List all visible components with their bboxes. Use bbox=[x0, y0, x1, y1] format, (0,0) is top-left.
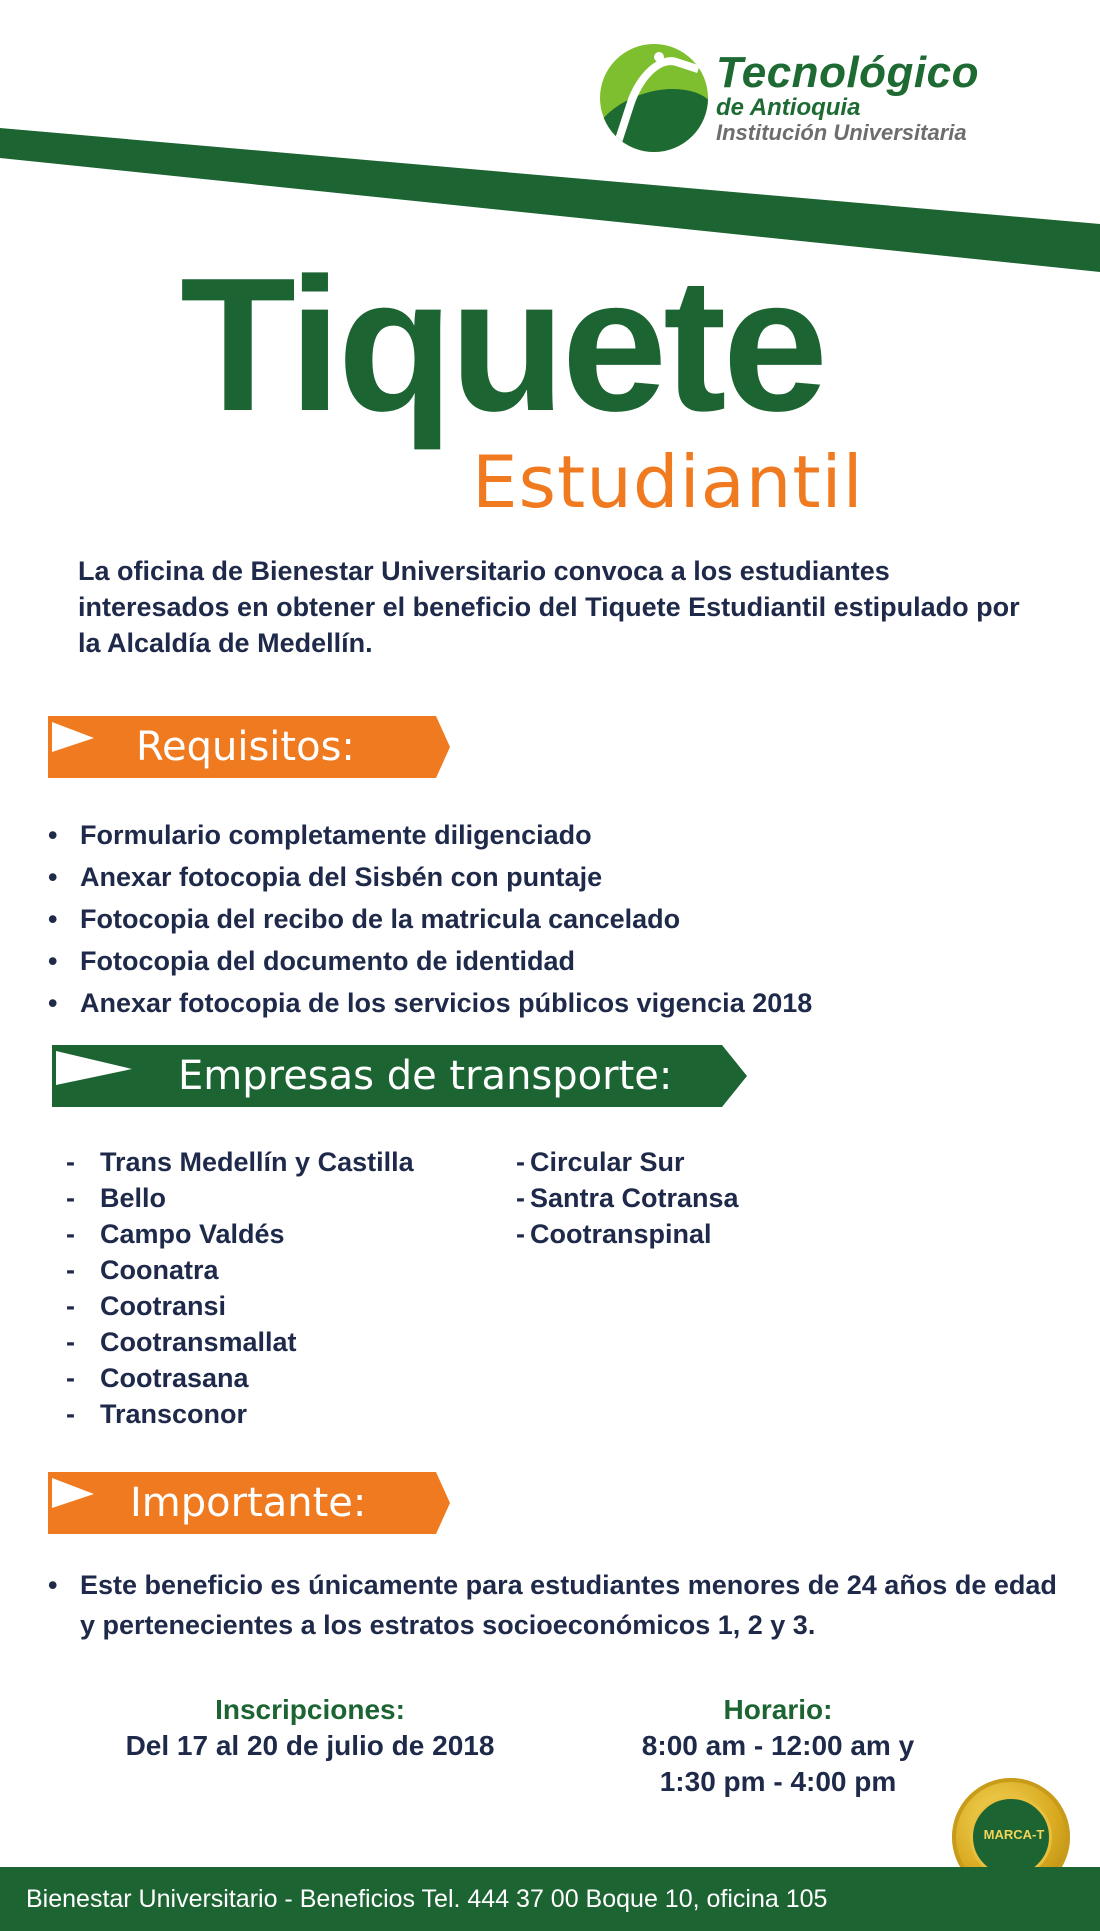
bullet-icon: • bbox=[48, 1570, 58, 1600]
requisitos-list bbox=[48, 814, 1048, 1024]
page-title: Tiquete bbox=[180, 239, 825, 451]
bullet-icon: • bbox=[48, 946, 58, 976]
list-item: • Formulario completamente diligenciado bbox=[48, 814, 1048, 856]
importante-list bbox=[48, 1565, 1068, 1645]
inscripciones-dates: Del 17 al 20 de julio de 2018 bbox=[125, 1730, 495, 1761]
list-item: - Campo Valdés bbox=[66, 1219, 285, 1249]
footer-bar bbox=[0, 1867, 1100, 1931]
list-item: - Cootransmallat bbox=[66, 1327, 297, 1357]
list-item: - Bello bbox=[66, 1183, 167, 1213]
list-item: - Cootranspinal bbox=[516, 1219, 712, 1249]
list-item: - Coonatra bbox=[66, 1255, 219, 1285]
institution-logo bbox=[600, 44, 1060, 154]
horario-line-1: 8:00 am - 12:00 am y bbox=[641, 1730, 915, 1761]
list-item: • Fotocopia del recibo de la matricula cancelado bbox=[48, 898, 1048, 940]
list-item: • Fotocopia del documento de identidad bbox=[48, 940, 1048, 982]
inscripciones-heading: Inscripciones: bbox=[215, 1694, 405, 1725]
inscripciones-block bbox=[80, 1692, 540, 1764]
bullet-icon: • bbox=[48, 862, 58, 892]
list-item: - Circular Sur bbox=[516, 1147, 685, 1177]
page-subtitle: Estudiantil bbox=[472, 440, 864, 524]
list-item: • Anexar fotocopia de los servicios públicos vigencia 2018 bbox=[48, 982, 1048, 1024]
transporte-list-right bbox=[516, 1144, 739, 1252]
logo-emblem-icon bbox=[600, 44, 708, 152]
horario-block bbox=[578, 1692, 978, 1800]
bullet-icon: • bbox=[48, 988, 58, 1018]
list-item: - Trans Medellín y Castilla bbox=[66, 1147, 414, 1177]
logo-name: Tecnológico bbox=[716, 48, 979, 97]
intro-paragraph: La oficina de Bienestar Universitario convoca a los estudiantes interesados en obtener el beneficio del Tiquete Estudiantil estipulado por la Alcaldía de Medellín. bbox=[78, 556, 1020, 658]
list-item: - Transconor bbox=[66, 1399, 248, 1429]
logo-subtitle: de Antioquia bbox=[716, 94, 861, 121]
horario-heading: Horario: bbox=[723, 1694, 833, 1725]
logo-tagline: Institución Universitaria bbox=[716, 120, 967, 145]
list-item: • Este beneficio es únicamente para estudiantes menores de 24 años de edad y pertenecientes a los estratos socioeconómicos 1, 2 y 3. bbox=[48, 1565, 1068, 1645]
list-item: - Cootransi bbox=[66, 1291, 227, 1321]
importante-banner bbox=[48, 1472, 450, 1534]
list-item: • Anexar fotocopia del Sisbén con puntaje bbox=[48, 856, 1048, 898]
seal-label: MARCA-T bbox=[983, 1827, 1045, 1842]
footer-contact: Bienestar Universitario - Beneficios Tel. 444 37 00 Boque 10, oficina 105 bbox=[26, 1885, 828, 1913]
list-item: - Cootrasana bbox=[66, 1363, 249, 1393]
horario-line-2: 1:30 pm - 4:00 pm bbox=[659, 1766, 897, 1797]
transporte-banner bbox=[52, 1045, 747, 1107]
transporte-heading: Empresas de transporte: bbox=[178, 1053, 673, 1099]
requisitos-banner bbox=[48, 716, 450, 778]
bullet-icon: • bbox=[48, 820, 58, 850]
list-item: - Santra Cotransa bbox=[516, 1183, 739, 1213]
bullet-icon: • bbox=[48, 904, 58, 934]
importante-heading: Importante: bbox=[130, 1480, 367, 1526]
requisitos-heading: Requisitos: bbox=[136, 724, 355, 770]
transporte-list-left bbox=[66, 1144, 414, 1432]
